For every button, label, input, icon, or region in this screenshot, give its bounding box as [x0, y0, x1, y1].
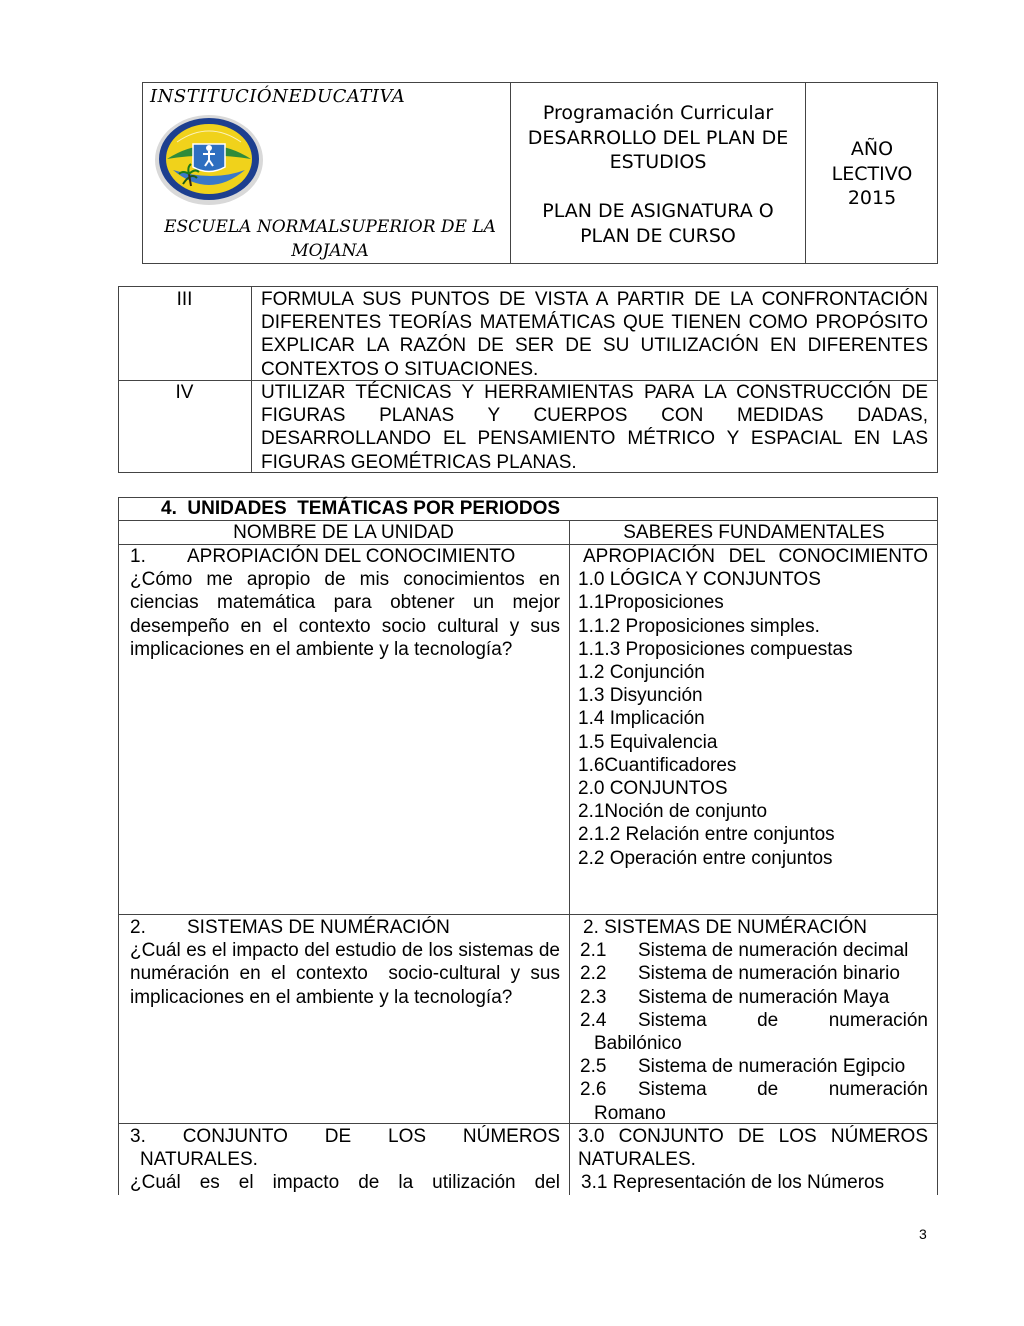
- saberes-item-number: 2.1: [580, 940, 607, 962]
- saberes-item-line: 3.0 CONJUNTO DE LOS NÚMEROS: [578, 1126, 928, 1147]
- unit-title-row: [130, 545, 560, 568]
- unit-question: ¿Cuál es el impacto del estudio de los sistemas de numéración en el contexto socio-cultural y sus implicaciones en el ambiente y la tecnología?: [130, 940, 566, 1008]
- saberes-title: 2. SISTEMAS DE NUMÉRACIÓN: [583, 917, 867, 938]
- school-seal-logo: [153, 112, 265, 208]
- saberes-item-continuation: Babilónico: [594, 1033, 682, 1055]
- saberes-item: 1.5 Equivalencia: [578, 731, 718, 753]
- unit-cell: [130, 916, 566, 1009]
- unit-title-line: 3. CONJUNTO DE LOS NÚMEROS: [130, 1126, 560, 1147]
- saberes-item: 2.1.2 Relación entre conjuntos: [578, 824, 835, 846]
- saberes-item: 1.2 Conjunción: [578, 662, 705, 684]
- program-title: [512, 101, 804, 248]
- saberes-item-number: 2.4: [580, 1009, 607, 1031]
- unit-title: APROPIACIÓN DEL CONOCIMIENTO: [187, 546, 516, 567]
- saberes-item: [580, 1078, 928, 1124]
- saberes-cell: [580, 916, 928, 1125]
- saberes-item-continuation: Romano: [594, 1102, 666, 1124]
- saberes-item: 2.1Noción de conjunto: [578, 801, 768, 823]
- saberes-item: [580, 1055, 928, 1078]
- saberes-item-text: Sistema de numeración Egipcio: [638, 1056, 906, 1078]
- saberes-item-number: 2.6: [580, 1079, 607, 1101]
- col-header-unit-name: NOMBRE DE LA UNIDAD: [233, 522, 454, 543]
- unit-title-row: [130, 916, 560, 939]
- saberes-item: 1.1.3 Proposiciones compuestas: [578, 638, 853, 660]
- year-line-2: LECTIVO: [831, 162, 913, 185]
- saberes-item: 2.0 CONJUNTOS: [578, 778, 728, 800]
- saberes-item-number: 2.2: [580, 963, 607, 985]
- unit-number: 2.: [130, 917, 146, 938]
- saberes-item: APROPIACIÓN DEL CONOCIMIENTO: [583, 546, 928, 567]
- saberes-item-text: Sistema de numeración binario: [638, 963, 900, 985]
- saberes-item-number: 2.5: [580, 1056, 607, 1078]
- saberes-item: [580, 962, 928, 985]
- units-row-divider-1: [118, 914, 938, 915]
- saberes-item: [580, 986, 928, 1009]
- saberes-item: 1.3 Disyunción: [578, 685, 703, 707]
- program-line-5: PLAN DE ASIGNATURA O: [542, 200, 774, 222]
- units-col-divider: [569, 520, 570, 1195]
- program-line-4: [512, 175, 804, 200]
- saberes-item: 1.1.2 Proposiciones simples.: [578, 615, 820, 637]
- page-number: 3: [919, 1226, 927, 1242]
- saberes-item: 1.4 Implicación: [578, 708, 705, 730]
- program-line-2: DESARROLLO DEL PLAN DE: [527, 126, 789, 149]
- saberes-item-line: [580, 1078, 928, 1101]
- unit-title: SISTEMAS DE NUMÉRACIÓN: [187, 917, 450, 938]
- competency-level: IV: [175, 382, 194, 403]
- unit-cell: [130, 1125, 560, 1195]
- program-line-1: Programación Curricular: [542, 102, 774, 124]
- saberes-item-text: Sistema de numeración decimal: [638, 940, 909, 962]
- program-line-3: ESTUDIOS: [609, 151, 707, 173]
- saberes-item-text: Sistema de numeración: [638, 1009, 928, 1031]
- saberes-item-line: [580, 1009, 928, 1032]
- unit-title-continuation: NATURALES.: [140, 1149, 258, 1171]
- institution-title: INSTITUCIÓNEDUCATIVA: [150, 86, 406, 107]
- saberes-item: [580, 1009, 928, 1055]
- saberes-item-number: 2.3: [580, 986, 607, 1008]
- saberes-item: 2.2 Operación entre conjuntos: [578, 847, 833, 869]
- year-line-1: AÑO: [850, 138, 894, 160]
- competency-text: FORMULA SUS PUNTOS DE VISTA A PARTIR DE LA CONFRONTACIÓN DIFERENTES TEORÍAS MATEMÁTICAS QUE TIENEN COMO PROPÓSITO EXPLICAR LA RAZÓN DE SER DE SU UTILIZACIÓN EN DIFERENTES CONTEXTOS O SITUACIONES.: [261, 289, 928, 380]
- academic-year: [806, 137, 938, 211]
- program-line-6: PLAN DE CURSO: [580, 224, 736, 247]
- unit-question: ¿Cómo me apropio de mis conocimientos en ciencias matemática para obtener un mejor desempeño en el contexto socio cultural y sus implicaciones en el ambiente y la tecnología?: [130, 569, 560, 660]
- unit-number: 1.: [130, 546, 146, 567]
- saberes-item: 3.1 Representación de los Números: [581, 1172, 885, 1194]
- saberes-item: 1.1Proposiciones: [578, 592, 724, 614]
- unit-number: 3.: [130, 1126, 146, 1147]
- saberes-cell: [578, 1125, 928, 1195]
- saberes-cell: [578, 545, 928, 870]
- year-line-3: 2015: [847, 187, 897, 209]
- saberes-item-text: Sistema de numeración Maya: [638, 986, 890, 1008]
- unit-question: ¿Cuál es el impacto de la utilización del: [130, 1172, 560, 1194]
- competency-text: UTILIZAR TÉCNICAS Y HERRAMIENTAS PARA LA CONSTRUCCIÓN DE FIGURAS PLANAS Y CUERPOS CON MEDIDAS DADAS, DESARROLLANDO EL PENSAMIENTO MÉTRICO Y ESPACIAL EN LAS FIGURAS GEOMÉTRICAS PLANAS.: [261, 382, 928, 473]
- saberes-item-text: Sistema de numeración: [638, 1079, 928, 1101]
- saberes-item-continuation: NATURALES.: [578, 1149, 696, 1171]
- school-name: ESCUELA NORMALSUPERIOR DE LA MOJANA: [164, 217, 496, 261]
- header-divider-1: [510, 82, 511, 264]
- unit-cell: [130, 545, 560, 661]
- competency-level: III: [176, 289, 193, 310]
- col-header-saberes: SABERES FUNDAMENTALES: [623, 522, 885, 543]
- saberes-item: 1.0 LÓGICA Y CONJUNTOS: [578, 569, 821, 591]
- saberes-item: [580, 939, 928, 962]
- units-section-title: 4. UNIDADES TEMÁTICAS POR PERIODOS: [161, 498, 561, 519]
- saberes-item: 1.6Cuantificadores: [578, 754, 737, 776]
